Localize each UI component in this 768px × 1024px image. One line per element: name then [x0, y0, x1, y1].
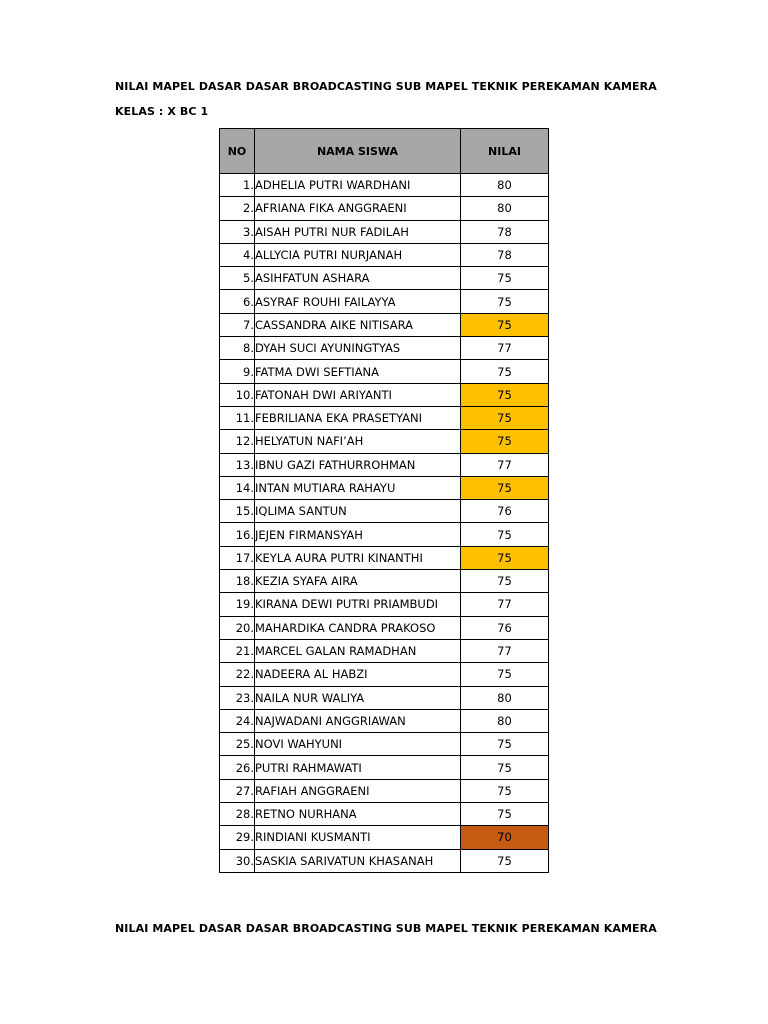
header-student-name: NAMA SISWA — [255, 129, 461, 174]
student-score: 75 — [461, 663, 549, 686]
student-score: 75 — [461, 523, 549, 546]
table-row — [220, 663, 549, 686]
student-name: PUTRI RAHMAWATI — [255, 756, 461, 779]
student-score: 80 — [461, 174, 549, 197]
row-number: 13. — [220, 453, 255, 476]
grades-table — [219, 128, 549, 873]
student-score: 70 — [461, 826, 549, 849]
row-number: 12. — [220, 430, 255, 453]
row-number: 21. — [220, 639, 255, 662]
student-name: AISAH PUTRI NUR FADILAH — [255, 220, 461, 243]
row-number: 30. — [220, 849, 255, 872]
student-score: 75 — [461, 290, 549, 313]
table-row — [220, 197, 549, 220]
table-row — [220, 546, 549, 569]
student-name: IQLIMA SANTUN — [255, 500, 461, 523]
table-row — [220, 267, 549, 290]
student-score: 75 — [461, 849, 549, 872]
row-number: 23. — [220, 686, 255, 709]
student-name: MARCEL GALAN RAMADHAN — [255, 639, 461, 662]
student-score: 75 — [461, 570, 549, 593]
row-number: 15. — [220, 500, 255, 523]
student-name: ALLYCIA PUTRI NURJANAH — [255, 243, 461, 266]
student-score: 75 — [461, 733, 549, 756]
student-name: KEYLA AURA PUTRI KINANTHI — [255, 546, 461, 569]
row-number: 29. — [220, 826, 255, 849]
document-title-repeat: NILAI MAPEL DASAR DASAR BROADCASTING SUB MAPEL TEKNIK PEREKAMAN KAMERA — [115, 922, 657, 935]
table-row — [220, 826, 549, 849]
table-row — [220, 360, 549, 383]
row-number: 14. — [220, 476, 255, 499]
row-number: 27. — [220, 779, 255, 802]
table-row — [220, 570, 549, 593]
student-name: CASSANDRA AIKE NITISARA — [255, 313, 461, 336]
student-name: DYAH SUCI AYUNINGTYAS — [255, 337, 461, 360]
table-row — [220, 756, 549, 779]
row-number: 22. — [220, 663, 255, 686]
row-number: 7. — [220, 313, 255, 336]
document-title: NILAI MAPEL DASAR DASAR BROADCASTING SUB MAPEL TEKNIK PEREKAMAN KAMERA — [115, 80, 657, 93]
table-body — [220, 174, 549, 873]
row-number: 3. — [220, 220, 255, 243]
student-name: RAFIAH ANGGRAENI — [255, 779, 461, 802]
student-name: RETNO NURHANA — [255, 803, 461, 826]
row-number: 2. — [220, 197, 255, 220]
row-number: 18. — [220, 570, 255, 593]
table-row — [220, 616, 549, 639]
row-number: 24. — [220, 709, 255, 732]
table-row — [220, 849, 549, 872]
row-number: 19. — [220, 593, 255, 616]
table-row — [220, 476, 549, 499]
table-header-row — [220, 129, 549, 174]
table-row — [220, 174, 549, 197]
student-score: 78 — [461, 243, 549, 266]
student-score: 80 — [461, 709, 549, 732]
student-name: KEZIA SYAFA AIRA — [255, 570, 461, 593]
student-name: NADEERA AL HABZI — [255, 663, 461, 686]
student-name: FATMA DWI SEFTIANA — [255, 360, 461, 383]
table-row — [220, 639, 549, 662]
row-number: 20. — [220, 616, 255, 639]
table-row — [220, 523, 549, 546]
table-row — [220, 430, 549, 453]
class-label: KELAS : X BC 1 — [115, 105, 209, 118]
header-score: NILAI — [461, 129, 549, 174]
student-score: 77 — [461, 453, 549, 476]
student-name: KIRANA DEWI PUTRI PRIAMBUDI — [255, 593, 461, 616]
student-score: 75 — [461, 267, 549, 290]
student-name: ADHELIA PUTRI WARDHANI — [255, 174, 461, 197]
student-name: HELYATUN NAFI’AH — [255, 430, 461, 453]
table-row — [220, 406, 549, 429]
row-number: 25. — [220, 733, 255, 756]
table-row — [220, 337, 549, 360]
student-name: RINDIANI KUSMANTI — [255, 826, 461, 849]
row-number: 1. — [220, 174, 255, 197]
student-name: INTAN MUTIARA RAHAYU — [255, 476, 461, 499]
table-row — [220, 686, 549, 709]
student-name: IBNU GAZI FATHURROHMAN — [255, 453, 461, 476]
row-number: 9. — [220, 360, 255, 383]
student-score: 77 — [461, 337, 549, 360]
header-no: NO — [220, 129, 255, 174]
student-name: ASIHFATUN ASHARA — [255, 267, 461, 290]
student-score: 76 — [461, 500, 549, 523]
student-score: 75 — [461, 476, 549, 499]
table-row — [220, 243, 549, 266]
row-number: 4. — [220, 243, 255, 266]
table-row — [220, 290, 549, 313]
row-number: 10. — [220, 383, 255, 406]
row-number: 8. — [220, 337, 255, 360]
student-score: 75 — [461, 360, 549, 383]
student-score: 75 — [461, 546, 549, 569]
student-name: JEJEN FIRMANSYAH — [255, 523, 461, 546]
table-row — [220, 733, 549, 756]
student-score: 78 — [461, 220, 549, 243]
table-row — [220, 220, 549, 243]
student-name: FEBRILIANA EKA PRASETYANI — [255, 406, 461, 429]
student-score: 75 — [461, 803, 549, 826]
row-number: 5. — [220, 267, 255, 290]
table-row — [220, 453, 549, 476]
student-score: 75 — [461, 430, 549, 453]
student-score: 76 — [461, 616, 549, 639]
table-row — [220, 593, 549, 616]
table-row — [220, 383, 549, 406]
student-score: 80 — [461, 686, 549, 709]
table-row — [220, 779, 549, 802]
row-number: 6. — [220, 290, 255, 313]
student-score: 75 — [461, 383, 549, 406]
student-name: NAILA NUR WALIYA — [255, 686, 461, 709]
student-name: NOVI WAHYUNI — [255, 733, 461, 756]
row-number: 28. — [220, 803, 255, 826]
student-score: 75 — [461, 756, 549, 779]
student-name: ASYRAF ROUHI FAILAYYA — [255, 290, 461, 313]
table-row — [220, 709, 549, 732]
student-name: MAHARDIKA CANDRA PRAKOSO — [255, 616, 461, 639]
student-score: 75 — [461, 406, 549, 429]
student-score: 75 — [461, 313, 549, 336]
row-number: 16. — [220, 523, 255, 546]
student-score: 75 — [461, 779, 549, 802]
student-name: AFRIANA FIKA ANGGRAENI — [255, 197, 461, 220]
row-number: 11. — [220, 406, 255, 429]
student-score: 77 — [461, 639, 549, 662]
student-score: 77 — [461, 593, 549, 616]
student-score: 80 — [461, 197, 549, 220]
student-name: FATONAH DWI ARIYANTI — [255, 383, 461, 406]
table-row — [220, 803, 549, 826]
row-number: 26. — [220, 756, 255, 779]
row-number: 17. — [220, 546, 255, 569]
table-row — [220, 313, 549, 336]
table-row — [220, 500, 549, 523]
student-name: SASKIA SARIVATUN KHASANAH — [255, 849, 461, 872]
student-name: NAJWADANI ANGGRIAWAN — [255, 709, 461, 732]
